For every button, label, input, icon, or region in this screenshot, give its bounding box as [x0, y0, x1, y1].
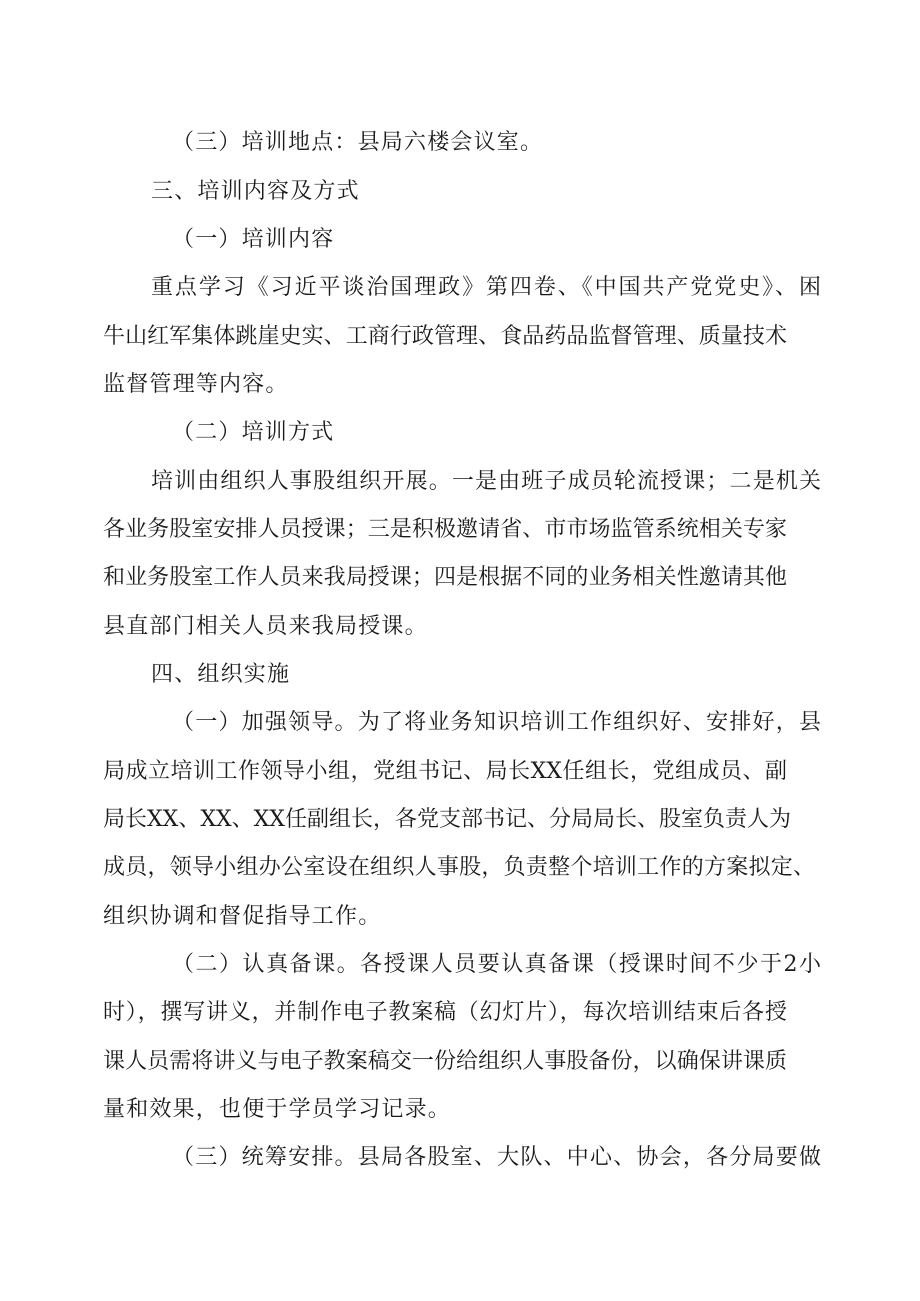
- leadership-paragraph-line-4: 成员，领导小组办公室设在组织人事股，负责整个培训工作的方案拟定、: [103, 855, 815, 880]
- methods-paragraph-line-1: 培训由组织人事股组织开展。一是由班子成员轮流授课；二是机关: [151, 469, 821, 494]
- methods-paragraph-line-3: 和业务股室工作人员来我局授课；四是根据不同的业务相关性邀请其他: [103, 565, 787, 590]
- preparation-paragraph-line-4: 量和效果，也便于学员学习记录。: [103, 1097, 452, 1122]
- leadership-paragraph-line-3: 局长XX、XX、XX任副组长，各党支部书记、分局局长、股室负责人为: [103, 807, 791, 832]
- heading-training-content-methods: 三、培训内容及方式: [151, 179, 360, 204]
- leadership-paragraph-line-1: （一）加强领导。为了将业务知识培训工作组织好、安排好，县: [172, 710, 821, 735]
- methods-paragraph-line-2: 各业务股室安排人员授课；三是积极邀请省、市市场监管系统相关专家: [103, 517, 787, 542]
- leadership-paragraph-line-2: 局成立培训工作领导小组，党组书记、局长XX任组长，党组成员、副: [103, 759, 787, 784]
- heading-implementation: 四、组织实施: [151, 662, 291, 687]
- coordination-paragraph-line-1: （三）统筹安排。县局各股室、大队、中心、协会，各分局要做: [172, 1145, 821, 1170]
- subheading-training-content: （一）培训内容: [172, 227, 335, 252]
- content-paragraph-line-2: 牛山红军集体跳崖史实、工商行政管理、食品药品监督管理、质量技术: [103, 324, 787, 349]
- content-paragraph-line-3: 监督管理等内容。: [103, 372, 289, 397]
- preparation-paragraph-line-2: 时），撰写讲义，并制作电子教案稿（幻灯片），每次培训结束后各授: [103, 1000, 787, 1025]
- preparation-paragraph-line-3: 课人员需将讲义与电子教案稿交一份给组织人事股备份，以确保讲课质: [103, 1049, 787, 1074]
- leadership-paragraph-line-5: 组织协调和督促指导工作。: [103, 904, 382, 929]
- methods-paragraph-line-4: 县直部门相关人员来我局授课。: [103, 614, 428, 639]
- preparation-paragraph-line-1: （二）认真备课。各授课人员要认真备课（授课时间不少于2小: [172, 952, 821, 977]
- subheading-training-methods: （二）培训方式: [172, 420, 335, 445]
- section-3-location: （三）培训地点：县局六楼会议室。: [172, 130, 544, 155]
- content-paragraph-line-1: 重点学习《习近平谈治国理政》第四卷、《中国共产党党史》、困: [151, 275, 821, 300]
